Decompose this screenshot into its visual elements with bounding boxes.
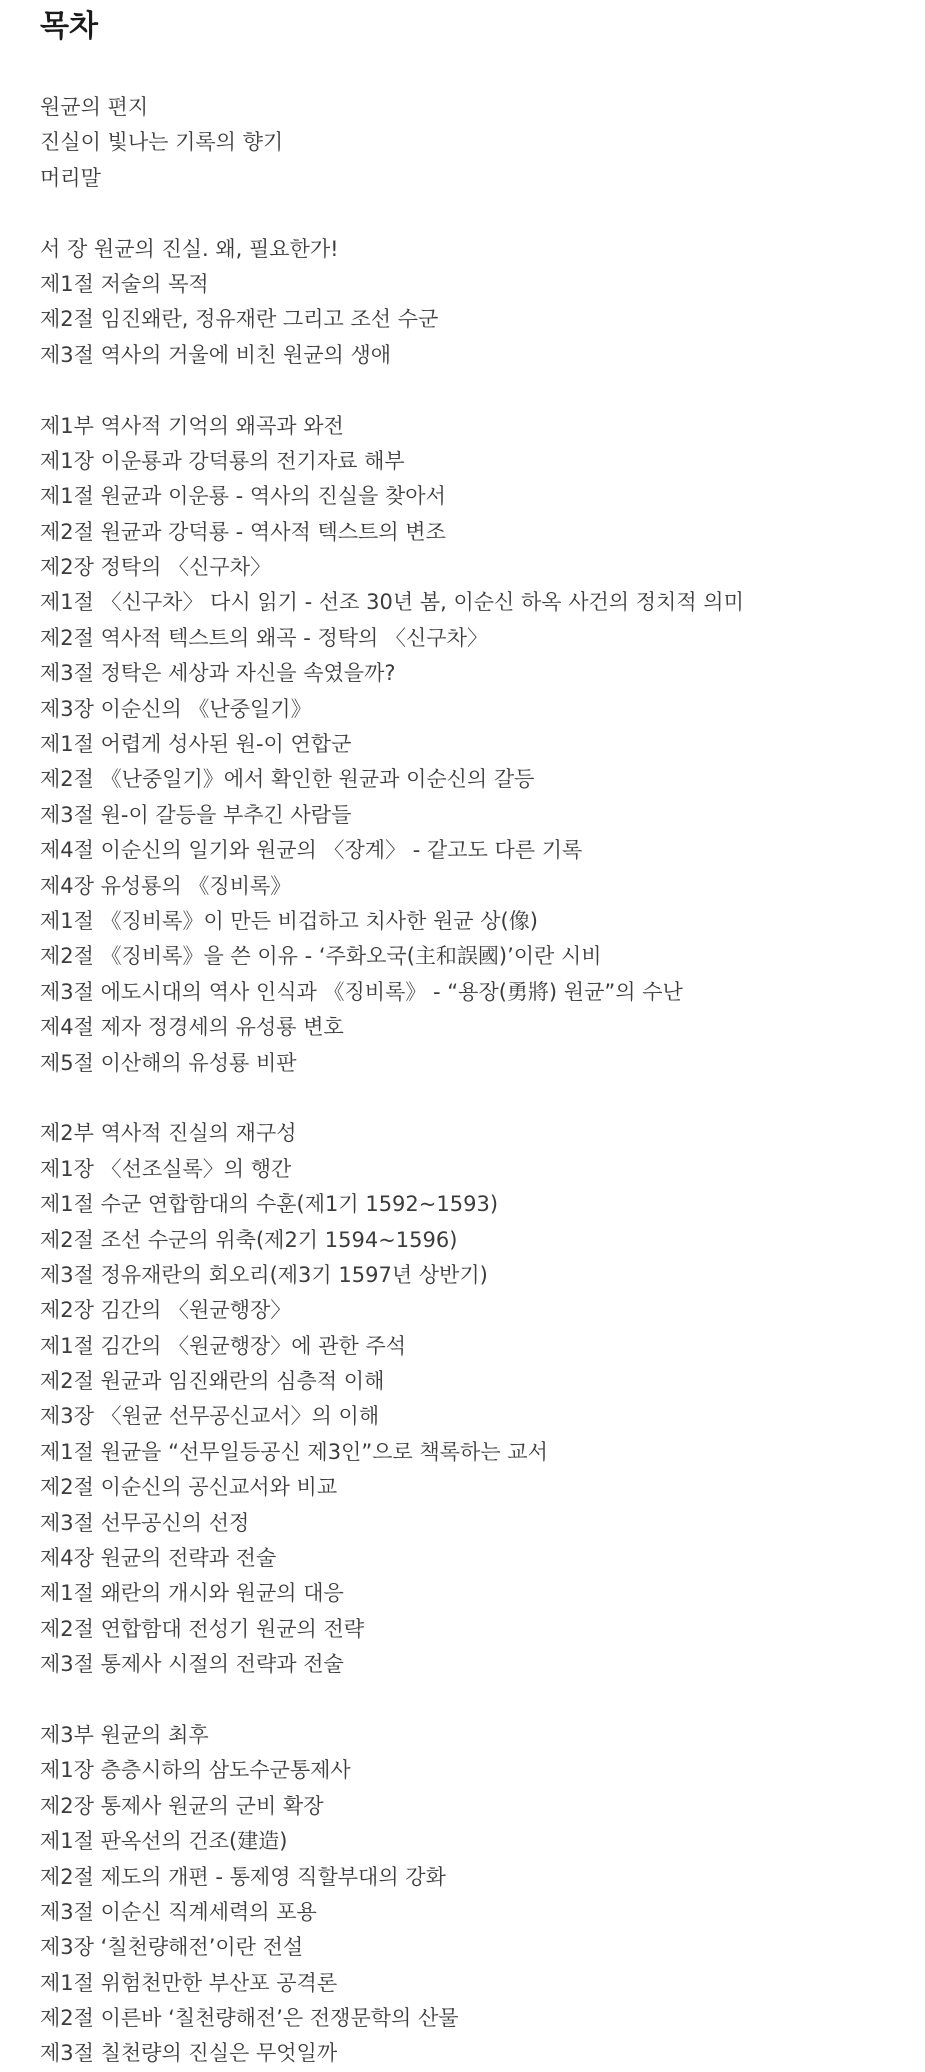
toc-item: 제3절 에도시대의 역사 인식과 《징비록》 - “용장(勇將) 원균”의 수난 [40, 979, 683, 1004]
toc-item: 제3절 칠천량의 진실은 무엇일까 [40, 2041, 338, 2066]
toc-item: 제1절 위험천만한 부산포 공격론 [40, 1970, 338, 1995]
toc-item: 제3장 이순신의 《난중일기》 [40, 696, 312, 721]
toc-item: 제2절 《난중일기》에서 확인한 원균과 이순신의 갈등 [40, 767, 535, 792]
toc-item: 제1부 역사적 기억의 왜곡과 와전 [40, 413, 344, 438]
toc-group-prologue [40, 232, 925, 374]
toc-item: 제3절 선무공신의 선정 [40, 1510, 250, 1535]
toc-item: 제1절 《징비록》이 만든 비겁하고 치사한 원균 상(像) [40, 908, 538, 933]
toc-item: 서 장 원균의 진실. 왜, 필요한가! [40, 236, 339, 261]
toc-item: 제2절 제도의 개편 - 통제영 직할부대의 강화 [40, 1864, 446, 1889]
toc-item: 제3절 역사의 거울에 비친 원균의 생애 [40, 342, 392, 367]
toc-item: 제1절 어렵게 성사된 원-이 연합군 [40, 732, 352, 757]
toc-item: 제1장 이운룡과 강덕룡의 전기자료 해부 [40, 448, 405, 473]
toc-item: 제3절 정탁은 세상과 자신을 속였을까? [40, 661, 396, 686]
toc-item: 제2장 김간의 〈원균행장〉 [40, 1298, 292, 1323]
toc-item: 머리말 [40, 165, 101, 190]
toc-item: 제2절 임진왜란, 정유재란 그리고 조선 수군 [40, 307, 439, 332]
toc-item: 제4장 원균의 전략과 전술 [40, 1546, 277, 1571]
toc-group-part-3 [40, 1718, 925, 2072]
toc-group-front-matter [40, 90, 925, 196]
toc-item: 제3절 통제사 시절의 전략과 전술 [40, 1652, 344, 1677]
toc-item: 제1절 〈신구차〉 다시 읽기 - 선조 30년 봄, 이순신 하옥 사건의 정치적 의미 [40, 590, 744, 615]
table-of-contents [40, 90, 925, 2072]
toc-item: 제3절 이순신 직계세력의 포용 [40, 1899, 317, 1924]
toc-item: 제1장 〈선조실록〉의 행간 [40, 1156, 292, 1181]
toc-group-part-2 [40, 1116, 925, 1682]
toc-item: 제4장 유성룡의 《징비록》 [40, 873, 292, 898]
toc-item: 제3부 원균의 최후 [40, 1722, 209, 1747]
toc-item: 제2절 이순신의 공신교서와 비교 [40, 1475, 338, 1500]
toc-item: 제1절 왜란의 개시와 원균의 대응 [40, 1581, 344, 1606]
toc-item: 제3장 〈원균 선무공신교서〉의 이해 [40, 1404, 380, 1429]
toc-item: 제2절 《징비록》을 쓴 이유 - ‘주화오국(主和誤國)’이란 시비 [40, 944, 602, 969]
toc-item: 제2절 원균과 임진왜란의 심층적 이해 [40, 1369, 385, 1394]
toc-item: 제2절 이른바 ‘칠천량해전’은 전쟁문학의 산물 [40, 2006, 459, 2031]
toc-item: 제4절 제자 정경세의 유성룡 변호 [40, 1015, 344, 1040]
toc-item: 진실이 빛나는 기록의 향기 [40, 130, 284, 155]
toc-item: 제1절 판옥선의 건조(建造) [40, 1829, 288, 1854]
toc-item: 제1절 원균과 이운룡 - 역사의 진실을 찾아서 [40, 484, 446, 509]
toc-item: 제2장 정탁의 〈신구차〉 [40, 555, 271, 580]
toc-item: 제1절 저술의 목적 [40, 271, 209, 296]
toc-item: 원균의 편지 [40, 95, 149, 119]
toc-item: 제3절 원-이 갈등을 부추긴 사람들 [40, 802, 352, 827]
toc-item: 제2부 역사적 진실의 재구성 [40, 1121, 297, 1146]
toc-item: 제1장 층층시하의 삼도수군통제사 [40, 1758, 351, 1783]
toc-item: 제4절 이순신의 일기와 원균의 〈장계〉 - 같고도 다른 기록 [40, 838, 583, 863]
toc-item: 제2절 원균과 강덕룡 - 역사적 텍스트의 변조 [40, 519, 446, 544]
toc-item: 제5절 이산해의 유성룡 비판 [40, 1050, 297, 1075]
page-title: 목차 [40, 9, 98, 44]
toc-item: 제1절 수군 연합함대의 수훈(제1기 1592~1593) [40, 1192, 499, 1217]
toc-item: 제3절 정유재란의 회오리(제3기 1597년 상반기) [40, 1262, 488, 1287]
toc-item: 제2절 연합함대 전성기 원균의 전략 [40, 1616, 365, 1641]
toc-item: 제3장 ‘칠천량해전’이란 전설 [40, 1935, 304, 1960]
toc-group-part-1 [40, 409, 925, 1081]
toc-item: 제1절 김간의 〈원균행장〉에 관한 주석 [40, 1333, 407, 1358]
toc-item: 제2장 통제사 원균의 군비 확장 [40, 1793, 324, 1818]
toc-item: 제1절 원균을 “선무일등공신 제3인”으로 책록하는 교서 [40, 1439, 548, 1464]
toc-item: 제2절 역사적 텍스트의 왜곡 - 정탁의 〈신구차〉 [40, 625, 488, 650]
toc-item: 제2절 조선 수군의 위축(제2기 1594~1596) [40, 1227, 458, 1252]
